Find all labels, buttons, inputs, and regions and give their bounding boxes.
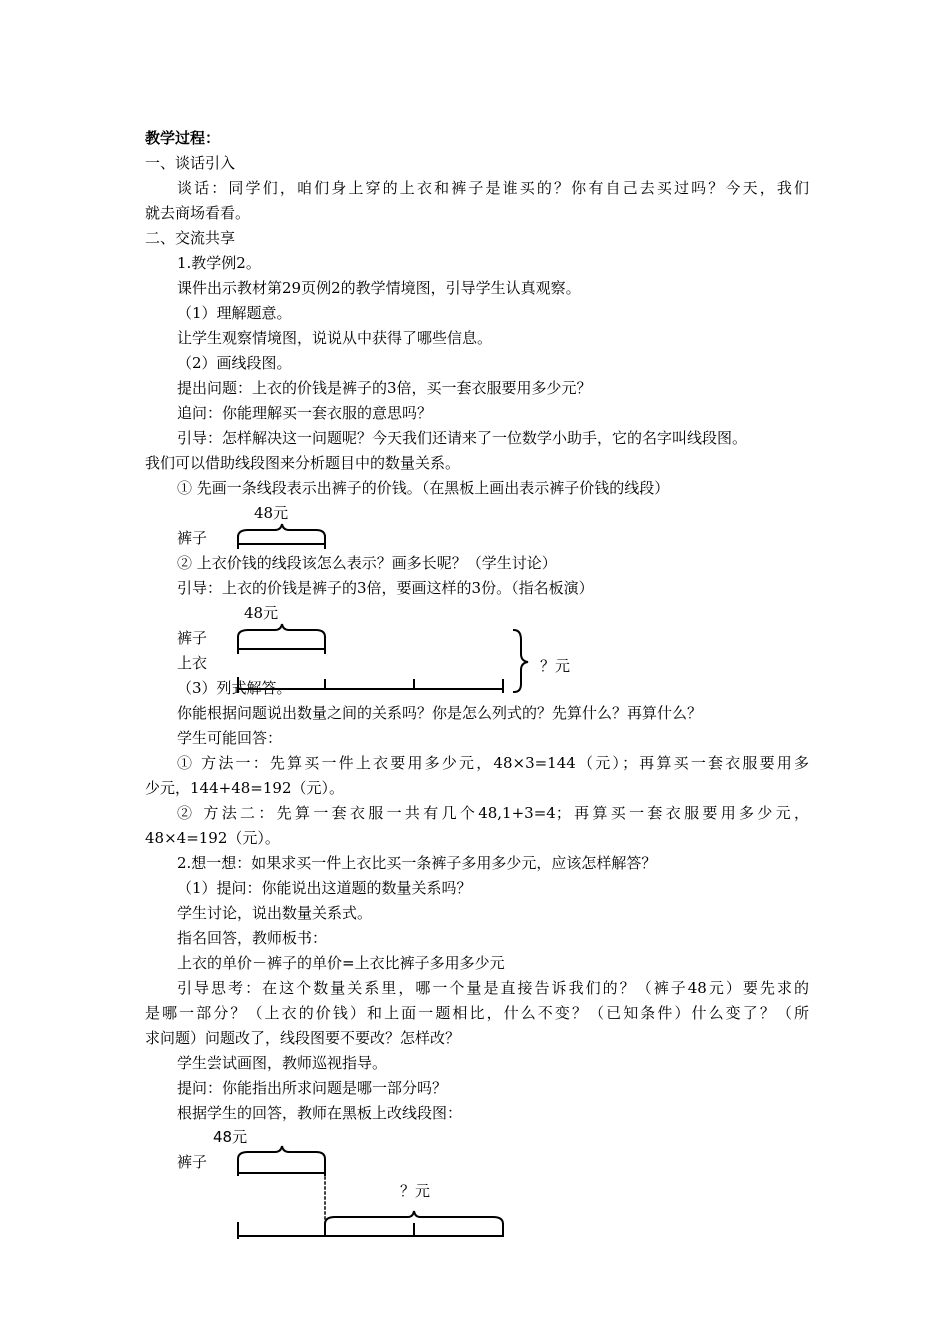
step-2-title: （2）画线段图。 (177, 354, 292, 372)
diagram2-brace (238, 624, 325, 637)
formula-text: 上衣的单价－裤子的单价=上衣比裤子多用多少元 (177, 954, 505, 972)
guide-text-2: 引导：上衣的价钱是裤子的3倍，要画这样的3份。（指名板演） (177, 579, 594, 597)
diagram1-pants-label: 裤子 (177, 529, 208, 547)
diagram2-coat-label: 上衣 (177, 654, 208, 672)
courseware-text: 课件出示教材第29页例2的教学情境图，引导学生认真观察。 (177, 279, 581, 297)
diagram2-unknown-label: ？元 (540, 657, 571, 675)
discuss-text: 学生讨论，说出数量关系式。 (177, 904, 373, 922)
think-text-line2: 是哪一部分？（上衣的价钱）和上面一题相比，什么不变？（已知条件）什么变了？（所 (145, 1004, 809, 1022)
draw-step-1: ① 先画一条线段表示出裤子的价钱。（在黑板上画出表示裤子价钱的线段） (177, 479, 670, 497)
question-text: 提出问题：上衣的价钱是裤子的3倍，买一套衣服要用多少元？ (177, 379, 592, 397)
method-1-line2: 少元，144+48=192（元）。 (145, 779, 344, 797)
step-1-title: （1）理解题意。 (177, 304, 292, 322)
think-text-line1: 引导思考：在这个数量关系里，哪一个量是直接告诉我们的？（裤子48元）要先求的 (177, 979, 809, 997)
ask-2-text: （1）提问：你能说出这道题的数量关系吗？ (177, 879, 472, 897)
diagram2-pants-label: 裤子 (177, 629, 208, 647)
section-1-title: 一、谈话引入 (145, 154, 236, 172)
diagram3-unknown-label: ？元 (400, 1182, 431, 1200)
try-draw-text: 学生尝试画图，教师巡视指导。 (177, 1054, 388, 1072)
board-text: 指名回答，教师板书： (177, 929, 328, 947)
ask-3-text: 提问：你能指出所求问题是哪一部分吗？ (177, 1079, 448, 1097)
observe-text: 让学生观察情境图，说说从中获得了哪些信息。 (177, 329, 493, 347)
diagram3-pants-label: 裤子 (177, 1153, 208, 1171)
guide-text-line2: 我们可以借助线段图来分析题目中的数量关系。 (145, 454, 461, 472)
section-1-text-line2: 就去商场看看。 (145, 204, 251, 222)
guide-text-line1: 引导：怎样解决这一问题呢？今天我们还请来了一位数学小助手，它的名字叫线段图。 (177, 429, 748, 447)
diagram2-price-label: 48元 (244, 604, 279, 622)
method-2-line2: 48×4=192（元）。 (145, 829, 280, 847)
section-1-text-line1: 谈话：同学们，咱们身上穿的上衣和裤子是谁买的？你有自己去买过吗？今天，我们 (177, 179, 809, 197)
draw-step-2: ② 上衣价钱的线段该怎么表示？画多长呢？（学生讨论） (177, 554, 557, 572)
change-diagram-text: 根据学生的回答，教师在黑板上改线段图： (177, 1104, 463, 1122)
followup-text: 追问：你能理解买一套衣服的意思吗？ (177, 404, 433, 422)
section-2-title: 二、交流共享 (145, 229, 236, 247)
diagram3-brace (238, 1146, 325, 1159)
diagram3-extra-brace (325, 1211, 503, 1224)
think-question: 2.想一想：如果求买一件上衣比买一条裤子多用多少元，应该怎样解答？ (177, 854, 657, 872)
method-1-line1: ① 方法一：先算买一件上衣要用多少元，48×3=144（元）；再算买一套衣服要用多 (177, 754, 809, 772)
ask-text: 你能根据问题说出数量之间的关系吗？你是怎么列式的？先算什么？再算什么？ (177, 704, 703, 722)
think-text-line3: 求问题）问题改了，线段图要不要改？怎样改？ (145, 1029, 461, 1047)
answers-intro: 学生可能回答： (177, 729, 283, 747)
diagram3-price-label: 48元 (213, 1128, 248, 1146)
method-2-line1: ② 方法二：先算一套衣服一共有几个48,1+3=4；再算买一套衣服要用多少元， (177, 804, 809, 822)
step-3-title: （3）列式解答。 (177, 679, 292, 697)
diagram1-price-label: 48元 (254, 504, 289, 522)
diagram2-total-brace (514, 630, 528, 692)
diagram1-brace (238, 524, 325, 537)
lesson-heading: 教学过程： (145, 129, 221, 147)
example-heading: 1.教学例2。 (177, 254, 261, 272)
